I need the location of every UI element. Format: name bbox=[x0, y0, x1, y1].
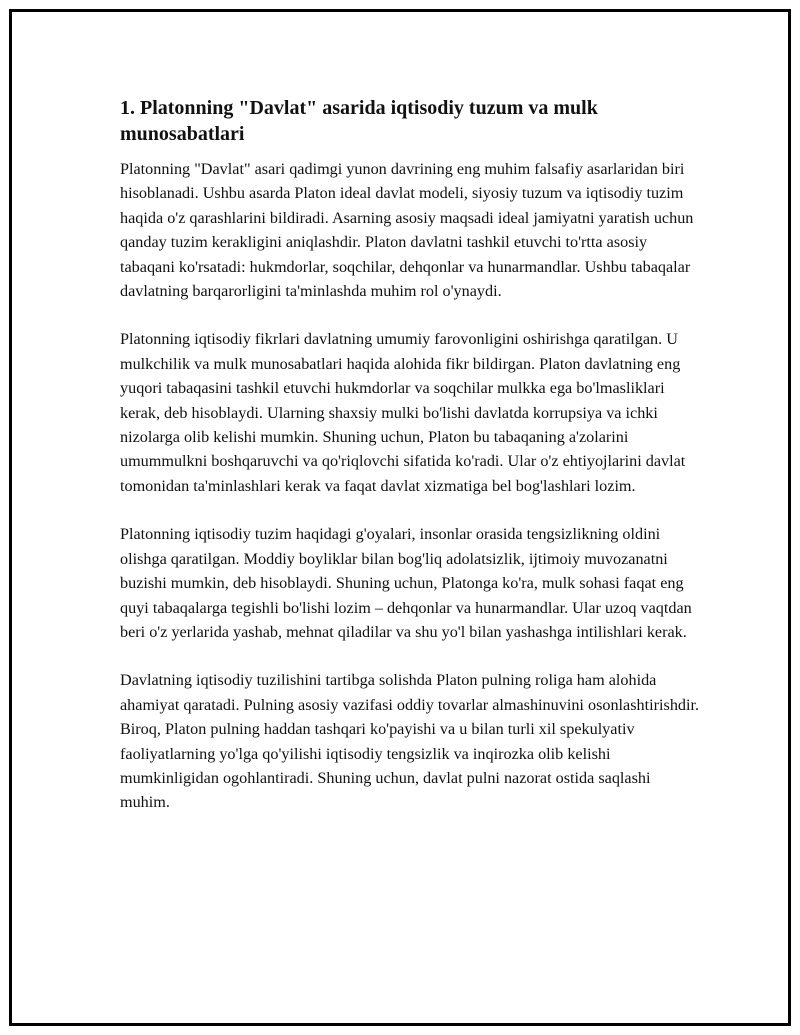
paragraph-2: Platonning iqtisodiy fikrlari davlatning umumiy farovonligini oshirishga qaratilgan. U mulkchilik va mulk munosabatlari haqida alohida fikr bildirgan. Platon davlatning eng yuqori tabaqasini tashkil etuvchi hukmdorlar va soqchilar mulkka ega bo'lmasliklari kerak, deb hisoblaydi. Ularning shaxsiy mulki bo'lishi davlatda korrupsiya va ichki nizolarga olib kelishi mumkin. Shuning uchun, Platon bu tabaqaning a'zolarini umummulkni boshqaruvchi va qo'riqlovchi sifatida ko'radi. Ular o'z ehtiyojlarini davlat tomonidan ta'minlashlari kerak va faqat davlat xizmatiga bel bog'lashlari lozim. bbox=[120, 330, 686, 495]
paragraph-3: Platonning iqtisodiy tuzim haqidagi g'oyalari, insonlar orasida tengsizlikning oldini olishga qaratilgan. Moddiy boyliklar bilan bog'liq adolatsizlik, ijtimoiy muvozanatni buzishi mumkin, deb hisoblaydi. Shuning uchun, Platonga ko'ra, mulk sohasi faqat eng quyi tabaqalarga tegishli bo'lishi lozim – dehqonlar va hunarmandlar. Ular uzoq vaqtdan beri o'z yerlarida yashab, mehnat qiladilar va shu yo'l bilan yashashga intilishlari kerak. bbox=[120, 525, 692, 641]
section-heading: 1. Platonning "Davlat" asarida iqtisodiy tuzum va mulk munosabatlari bbox=[120, 97, 598, 145]
paragraph-1: Platonning "Davlat" asari qadimgi yunon davrining eng muhim falsafiy asarlaridan biri hisoblanadi. Ushbu asarda Platon ideal davlat modeli, siyosiy tuzum va iqtisodiy tuzim haqida o'z qarashlarini bildiradi. Asarning asosiy maqsadi ideal jamiyatni yaratish uchun qanday tuzim kerakligini aniqlashdir. Platon davlatni tashkil etuvchi to'rtta asosiy tabaqani ko'rsatadi: hukmdorlar, soqchilar, dehqonlar va hunarmandlar. Ushbu tabaqalar davlatning barqarorligini ta'minlashda muhim rol o'ynaydi. bbox=[120, 160, 694, 301]
paragraph-4: Davlatning iqtisodiy tuzilishini tartibga solishda Platon pulning roliga ham alohida ahamiyat qaratadi. Pulning asosiy vazifasi oddiy tovarlar almashinuvini osonlashtirishdir. Biroq, Platon pulning haddan tashqari ko'payishi va u bilan turli xil spekulyativ faoliyatlarning yo'lga qo'yilishi iqtisodiy tengsizlik va inqirozka olib kelishi mumkinligidan ogohlantiradi. Shuning uchun, davlat pulni nazorat ostida saqlashi muhim. bbox=[120, 671, 700, 812]
document-body bbox=[120, 95, 704, 839]
page-frame bbox=[9, 9, 791, 1026]
